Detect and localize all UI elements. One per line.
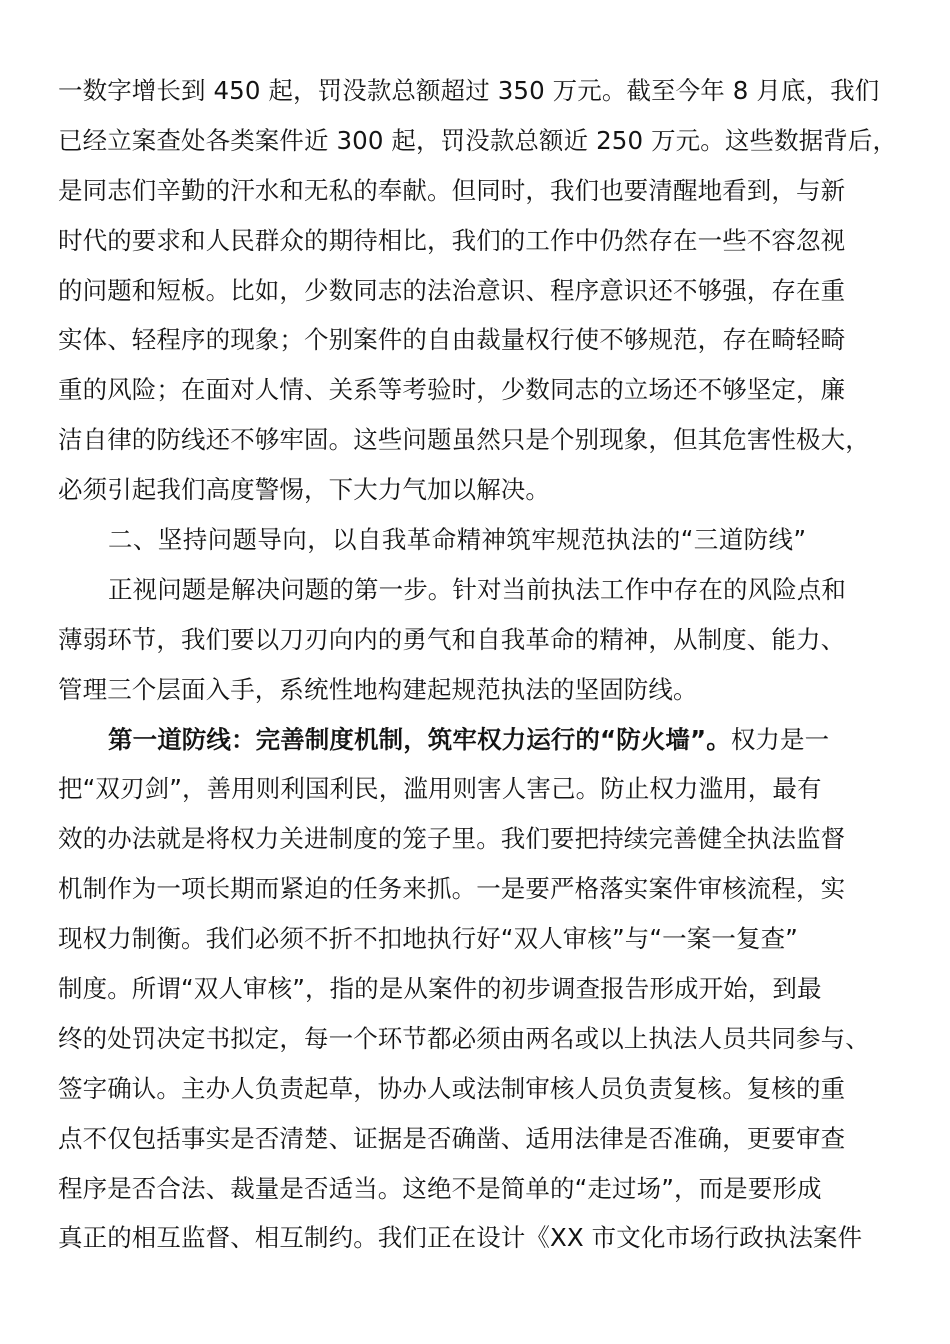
text-line: 的问题和短板。比如，少数同志的法治意识、程序意识还不够强，存在重 (58, 275, 846, 305)
text-line: 效的办法就是将权力关进制度的笼子里。我们要把持续完善健全执法监督 (58, 824, 846, 854)
section-heading: 二、坚持问题导向，以自我革命精神筑牢规范执法的“三道防线” (108, 525, 807, 555)
text-line: 终的处罚决定书拟定，每一个环节都必须由两名或以上执法人员共同参与、 (58, 1023, 870, 1053)
text-line: 程序是否合法、裁量是否适当。这绝不是简单的“走过场”，而是要形成 (58, 1173, 822, 1203)
text-line: 重的风险；在面对人情、关系等考验时，少数同志的立场还不够坚定，廉 (58, 375, 846, 405)
text-line: 把“双刃剑”，善用则利国利民，滥用则害人害己。防止权力滥用，最有 (58, 774, 822, 804)
text-line: 机制作为一项长期而紧迫的任务来抓。一是要严格落实案件审核流程，实 (58, 874, 846, 904)
text-line: 正视问题是解决问题的第一步。针对当前执法工作中存在的风险点和 (108, 574, 846, 604)
text-line: 签字确认。主办人负责起草，协办人或法制审核人员负责复核。复核的重 (58, 1073, 846, 1103)
subsection-line (58, 715, 890, 765)
text-line: 必须引起我们高度警惕，下大力气加以解决。 (58, 475, 550, 505)
subsection-title: 第一道防线：完善制度机制，筑牢权力运行的“防火墙”。 (108, 724, 731, 754)
text-line: 时代的要求和人民群众的期待相比，我们的工作中仍然存在一些不容忽视 (58, 225, 846, 255)
text-line: 制度。所谓“双人审核”，指的是从案件的初步调查报告形成开始，到最 (58, 974, 822, 1004)
text-line: 点不仅包括事实是否清楚、证据是否确凿、适用法律是否准确，更要审查 (58, 1123, 846, 1153)
text-line: 管理三个层面入手，系统性地构建起规范执法的坚固防线。 (58, 674, 698, 704)
subsection-text: 权力是一 (730, 724, 830, 754)
text-line: 一数字增长到 450 起，罚没款总额超过 350 万元。截至今年 8 月底，我们 (58, 76, 880, 105)
text-line: 真正的相互监督、相互制约。我们正在设计《XX 市文化市场行政执法案件 (58, 1223, 863, 1253)
document-page (58, 66, 898, 1263)
text-line: 现权力制衡。我们必须不折不扣地执行好“双人审核”与“一案一复查” (58, 924, 798, 954)
text-line: 已经立案查处各类案件近 300 起，罚没款总额近 250 万元。这些数据背后， (58, 125, 898, 155)
text-line: 洁自律的防线还不够牢固。这些问题虽然只是个别现象，但其危害性极大， (58, 425, 870, 455)
text-line: 实体、轻程序的现象；个别案件的自由裁量权行使不够规范，存在畸轻畸 (58, 325, 846, 355)
text-line: 薄弱环节，我们要以刀刃向内的勇气和自我革命的精神，从制度、能力、 (58, 624, 846, 654)
text-line: 是同志们辛勤的汗水和无私的奉献。但同时，我们也要清醒地看到，与新 (58, 175, 846, 205)
